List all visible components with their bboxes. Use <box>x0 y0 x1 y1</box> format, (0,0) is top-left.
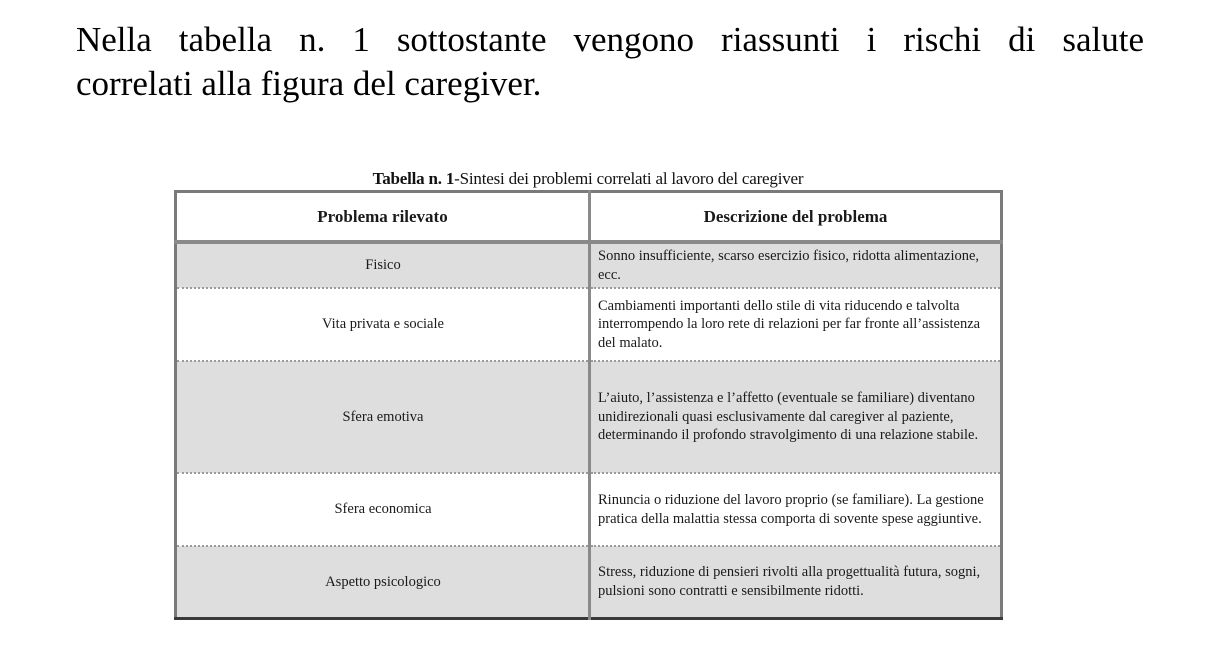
column-header-description: Descrizione del problema <box>590 192 1002 243</box>
intro-line-2: correlati alla figura del caregiver. <box>76 64 542 103</box>
problem-cell: Vita privata e sociale <box>176 288 590 361</box>
table-row <box>176 361 1002 473</box>
table-caption <box>174 169 1002 189</box>
problem-cell: Sfera economica <box>176 473 590 546</box>
intro-paragraph <box>76 18 1144 106</box>
problem-cell: Aspetto psicologico <box>176 546 590 618</box>
table-caption-text: -Sintesi dei problemi correlati al lavoro del caregiver <box>454 169 804 188</box>
description-cell: Stress, riduzione di pensieri rivolti alla progettualità futura, sogni, pulsioni sono contratti e sensibilmente ridotti. <box>590 546 1002 618</box>
intro-line-1: Nella tabella n. 1 sottostante vengono riassunti i rischi di salute <box>76 20 1144 59</box>
problem-cell: Sfera emotiva <box>176 361 590 473</box>
description-cell: Cambiamenti importanti dello stile di vita riducendo e talvolta interrompendo la loro rete di relazioni per far fronte all’assistenza del malato. <box>590 288 1002 361</box>
table-row <box>176 242 1002 288</box>
description-cell: Sonno insufficiente, scarso esercizio fisico, ridotta alimentazione, ecc. <box>590 242 1002 288</box>
caregiver-problems-table <box>174 190 1003 620</box>
table-row <box>176 288 1002 361</box>
description-cell: Rinuncia o riduzione del lavoro proprio (se familiare). La gestione pratica della malattia stessa comporta di sovente spese aggiuntive. <box>590 473 1002 546</box>
table-row <box>176 473 1002 546</box>
description-cell: L’aiuto, l’assistenza e l’affetto (eventuale se familiare) diventano unidirezionali quasi esclusivamente dal caregiver al paziente, determinando il profondo stravolgimento di una relazione stabile. <box>590 361 1002 473</box>
table-row <box>176 546 1002 618</box>
table-caption-label: Tabella n. 1 <box>372 169 455 188</box>
column-header-problem: Problema rilevato <box>176 192 590 243</box>
problem-cell: Fisico <box>176 242 590 288</box>
table-header-row <box>176 192 1002 243</box>
